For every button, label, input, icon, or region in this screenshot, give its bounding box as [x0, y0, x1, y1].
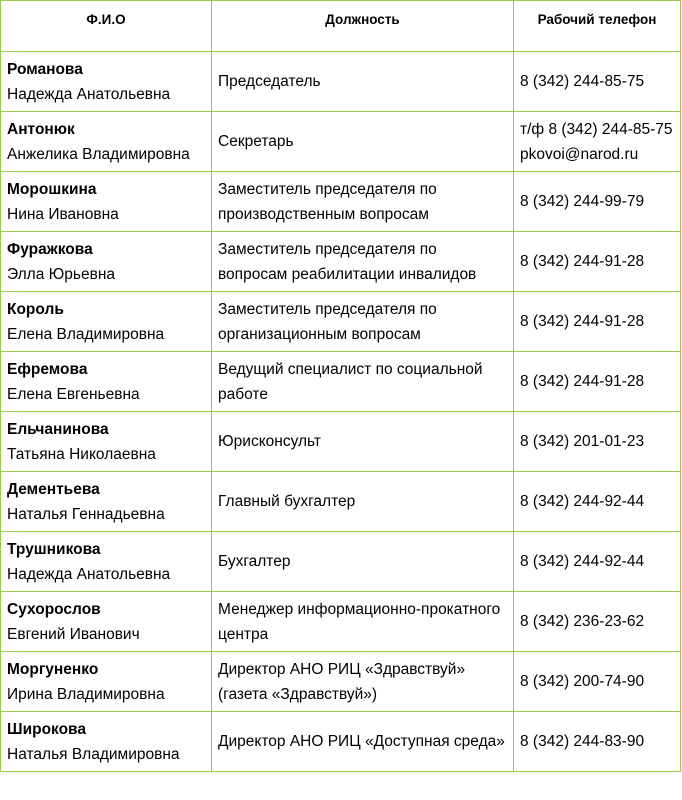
phone-line: 8 (342) 244-99-79 [520, 193, 645, 210]
table-row [1, 112, 681, 172]
surname: Сухорослов [7, 600, 101, 618]
phone-cell [514, 532, 681, 592]
surname: Фуражкова [7, 240, 93, 258]
surname: Морошкина [7, 180, 97, 198]
position-line: Ведущий специалист по социальной [218, 360, 483, 378]
phone-line: pkovoi@narod.ru [520, 145, 639, 163]
given-name: Татьяна Николаевна [7, 445, 156, 463]
phone-cell [514, 172, 681, 232]
position-line: Заместитель председателя по [218, 180, 437, 198]
position-cell [212, 352, 514, 412]
phone-cell [514, 352, 681, 412]
surname: Ельчанинова [7, 420, 109, 438]
name-cell [1, 472, 212, 532]
given-name: Наталья Геннадьевна [7, 505, 165, 523]
given-name: Наталья Владимировна [7, 745, 180, 763]
given-name: Ирина Владимировна [7, 685, 165, 703]
given-name: Анжелика Владимировна [7, 145, 190, 163]
table-row [1, 712, 681, 772]
given-name: Евгений Иванович [7, 625, 140, 643]
position-line: Секретарь [218, 133, 294, 150]
table-row [1, 352, 681, 412]
position-line: Главный бухгалтер [218, 493, 356, 510]
phone-line: 8 (342) 244-91-28 [520, 373, 645, 390]
table-row [1, 472, 681, 532]
surname: Романова [7, 60, 83, 78]
name-cell [1, 652, 212, 712]
phone-cell [514, 652, 681, 712]
position-cell [212, 232, 514, 292]
header-name: Ф.И.О [1, 1, 212, 52]
position-cell [212, 712, 514, 772]
surname: Король [7, 300, 64, 318]
surname: Моргуненко [7, 660, 99, 678]
position-line: (газета «Здравствуй») [218, 685, 378, 703]
position-line: Председатель [218, 73, 321, 90]
table-row [1, 592, 681, 652]
phone-cell [514, 52, 681, 112]
position-line: Менеджер информационно-прокатного [218, 600, 501, 618]
position-line: производственным вопросам [218, 205, 429, 223]
table-row [1, 172, 681, 232]
name-cell [1, 412, 212, 472]
phone-line: 8 (342) 201-01-23 [520, 433, 645, 450]
position-cell [212, 472, 514, 532]
phone-line: 8 (342) 236-23-62 [520, 613, 645, 630]
name-cell [1, 532, 212, 592]
position-line: Заместитель председателя по [218, 240, 437, 258]
phone-cell [514, 712, 681, 772]
table-row [1, 532, 681, 592]
surname: Антонюк [7, 120, 75, 138]
phone-cell [514, 232, 681, 292]
name-cell [1, 592, 212, 652]
surname: Трушникова [7, 540, 101, 558]
position-cell [212, 592, 514, 652]
name-cell [1, 112, 212, 172]
header-position: Должность [212, 1, 514, 52]
given-name: Елена Владимировна [7, 325, 165, 343]
position-line: вопросам реабилитации инвалидов [218, 265, 477, 283]
position-line: Директор АНО РИЦ «Здравствуй» [218, 660, 466, 678]
name-cell [1, 172, 212, 232]
header-row [1, 1, 681, 52]
surname: Дементьева [7, 480, 100, 498]
position-line: Бухгалтер [218, 553, 291, 570]
name-cell [1, 352, 212, 412]
phone-line: 8 (342) 244-91-28 [520, 313, 645, 330]
given-name: Элла Юрьевна [7, 265, 116, 283]
given-name: Елена Евгеньевна [7, 385, 140, 403]
name-cell [1, 292, 212, 352]
position-line: организационным вопросам [218, 325, 421, 343]
phone-line: 8 (342) 200-74-90 [520, 673, 645, 690]
phone-cell [514, 112, 681, 172]
name-cell [1, 232, 212, 292]
given-name: Надежда Анатольевна [7, 85, 171, 103]
phone-line: 8 (342) 244-83-90 [520, 733, 645, 750]
given-name: Надежда Анатольевна [7, 565, 171, 583]
name-cell [1, 52, 212, 112]
position-cell [212, 412, 514, 472]
position-line: Юрисконсульт [218, 433, 321, 450]
position-cell [212, 112, 514, 172]
phone-line: 8 (342) 244-85-75 [520, 73, 645, 90]
position-cell [212, 652, 514, 712]
phone-cell [514, 472, 681, 532]
position-cell [212, 52, 514, 112]
position-line: центра [218, 625, 269, 643]
position-cell [212, 172, 514, 232]
table-row [1, 652, 681, 712]
phone-cell [514, 412, 681, 472]
given-name: Нина Ивановна [7, 205, 119, 223]
position-line: работе [218, 385, 268, 403]
table-row [1, 412, 681, 472]
phone-cell [514, 592, 681, 652]
position-cell [212, 532, 514, 592]
phone-line: 8 (342) 244-91-28 [520, 253, 645, 270]
position-line: Заместитель председателя по [218, 300, 437, 318]
phone-line: 8 (342) 244-92-44 [520, 493, 645, 510]
table-row [1, 52, 681, 112]
phone-line: т/ф 8 (342) 244-85-75 [520, 120, 673, 138]
position-line: Директор АНО РИЦ «Доступная среда» [218, 733, 505, 750]
table-row [1, 292, 681, 352]
phone-line: 8 (342) 244-92-44 [520, 553, 645, 570]
position-cell [212, 292, 514, 352]
header-phone: Рабочий телефон [514, 1, 681, 52]
surname: Широкова [7, 720, 87, 738]
surname: Ефремова [7, 360, 88, 378]
phone-cell [514, 292, 681, 352]
table-row [1, 232, 681, 292]
name-cell [1, 712, 212, 772]
